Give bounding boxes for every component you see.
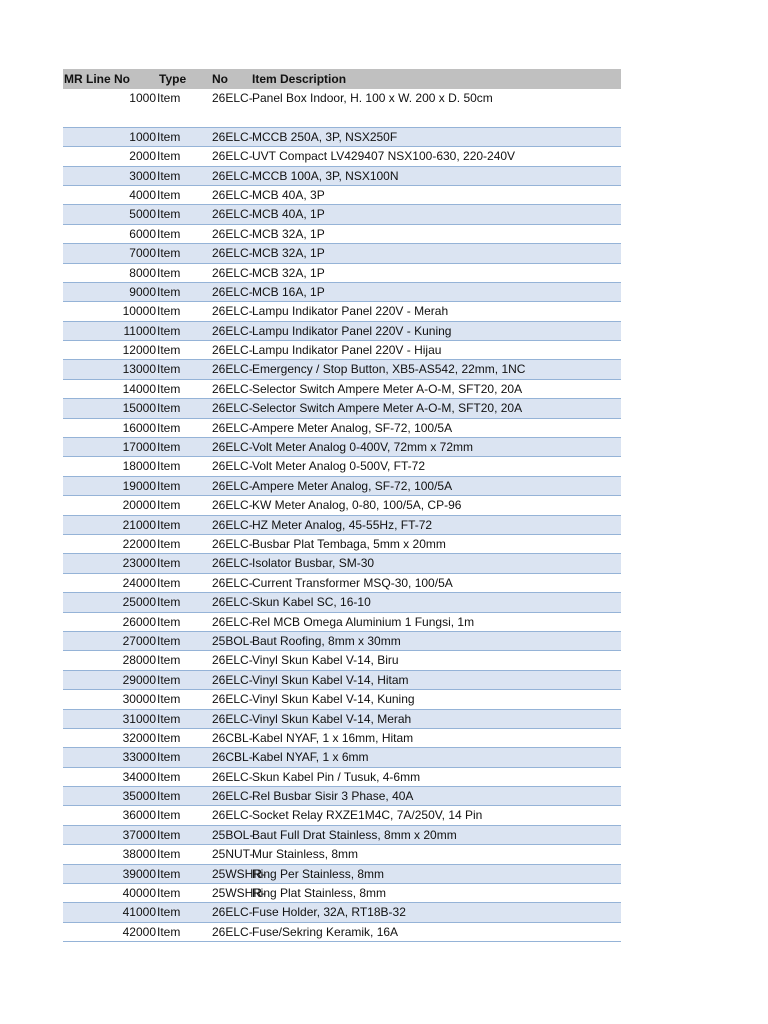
cell-type: Item: [157, 692, 181, 707]
cell-line-no: 36000: [122, 808, 156, 823]
cell-type: Item: [157, 711, 181, 726]
cell-type: Item: [157, 808, 181, 823]
table-row: [63, 264, 621, 283]
cell-line-no: 42000: [122, 924, 156, 939]
cell-no: 26ELC-: [212, 187, 253, 202]
cell-description: Current Transformer MSQ-30, 100/5A: [252, 575, 453, 590]
cell-description: Vinyl Skun Kabel V-14, Merah: [252, 711, 412, 726]
cell-line-no: 34000: [122, 769, 156, 784]
table-row: [63, 554, 621, 573]
header-item-description: Item Description: [252, 72, 347, 86]
table-row: [63, 729, 621, 748]
cell-line-no: 2000: [129, 149, 156, 164]
cell-description: Volt Meter Analog 0-500V, FT-72: [252, 459, 425, 474]
cell-type: Item: [157, 284, 181, 299]
cell-no: 26ELC-: [212, 653, 253, 668]
cell-line-no: 32000: [122, 730, 156, 745]
cell-no: 26CBL-: [212, 750, 253, 765]
cell-line-no: 35000: [122, 789, 156, 804]
cell-line-no: 40000: [122, 886, 156, 901]
cell-line-no: 17000: [122, 440, 156, 455]
header-type: Type: [159, 72, 187, 86]
cell-line-no: 11000: [123, 323, 156, 338]
cell-type: Item: [157, 750, 181, 765]
cell-type: Item: [157, 769, 181, 784]
cell-line-no: 12000: [122, 343, 156, 358]
cell-line-no: 8000: [129, 265, 156, 280]
table-row: [63, 710, 621, 729]
cell-no: 26ELC-: [212, 440, 253, 455]
cell-description: MCCB 250A, 3P, NSX250F: [252, 129, 398, 144]
cell-no: 26ELC-: [212, 556, 253, 571]
cell-type: Item: [157, 672, 181, 687]
cell-type: Item: [157, 575, 181, 590]
cell-line-no: 33000: [122, 750, 156, 765]
table-row: [63, 632, 621, 651]
table-row: [63, 651, 621, 670]
cell-line-no: 19000: [122, 478, 156, 493]
header-mr-line-no: MR Line No: [64, 72, 130, 86]
table-row: [63, 399, 621, 418]
cell-type: Item: [157, 149, 181, 164]
cell-no: 26CBL-: [212, 730, 253, 745]
cell-no: 25BOL-: [212, 633, 254, 648]
cell-description: MCB 32A, 1P: [252, 265, 325, 280]
cell-no: 26ELC-: [212, 226, 253, 241]
cell-type: Item: [157, 905, 181, 920]
cell-line-no: 37000: [122, 827, 156, 842]
table-row: [63, 826, 621, 845]
cell-description: Ampere Meter Analog, SF-72, 100/5A: [252, 478, 453, 493]
cell-line-no: 38000: [122, 847, 156, 862]
cell-description: Lampu Indikator Panel 220V - Hijau: [252, 343, 442, 358]
table-row: [63, 806, 621, 825]
cell-line-no: 4000: [129, 187, 156, 202]
header-no: No: [212, 72, 228, 86]
cell-no: 26ELC-: [212, 284, 253, 299]
cell-line-no: 21000: [122, 517, 156, 532]
table-row: [63, 923, 621, 942]
cell-no: 26ELC-: [212, 517, 253, 532]
table-row: [63, 302, 621, 321]
cell-type: Item: [157, 827, 181, 842]
cell-description: Kabel NYAF, 1 x 16mm, Hitam: [252, 730, 414, 745]
cell-line-no: 28000: [122, 653, 156, 668]
cell-no: 26ELC-: [212, 789, 253, 804]
cell-description: Vinyl Skun Kabel V-14, Biru: [252, 653, 399, 668]
cell-description: Fuse/Sekring Keramik, 16A: [252, 924, 399, 939]
cell-type: Item: [157, 847, 181, 862]
cell-no: 26ELC-: [212, 343, 253, 358]
table-row: [63, 205, 621, 224]
cell-description: Fuse Holder, 32A, RT18B-32: [252, 905, 406, 920]
cell-description: Socket Relay RXZE1M4C, 7A/250V, 14 Pin: [252, 808, 483, 823]
cell-type: Item: [157, 536, 181, 551]
table-row: [63, 477, 621, 496]
cell-description: Ring Plat Stainless, 8mm: [252, 886, 387, 901]
cell-description: Rel Busbar Sisir 3 Phase, 40A: [252, 789, 414, 804]
cell-type: Item: [157, 401, 181, 416]
cell-no: 26ELC-: [212, 924, 253, 939]
cell-line-no: 20000: [122, 498, 156, 513]
cell-no: 26ELC-: [212, 692, 253, 707]
cell-type: Item: [157, 478, 181, 493]
table-row: [63, 535, 621, 554]
cell-line-no: 1000: [129, 91, 156, 105]
cell-description: MCB 32A, 1P: [252, 226, 325, 241]
table-row: [63, 438, 621, 457]
table-row: [63, 225, 621, 244]
table-row: [63, 845, 621, 864]
cell-no: 26ELC-: [212, 498, 253, 513]
cell-line-no: 41000: [122, 905, 156, 920]
cell-line-no: 5000: [129, 207, 156, 222]
cell-no: 25BOL-: [212, 827, 254, 842]
cell-description: Busbar Plat Tembaga, 5mm x 20mm: [252, 536, 446, 551]
cell-no: 26ELC-: [212, 769, 253, 784]
cell-no: 26ELC-: [212, 207, 253, 222]
cell-line-no: 22000: [122, 536, 156, 551]
table-row: [63, 128, 621, 147]
cell-no: 26ELC-: [212, 478, 253, 493]
table-header-row: [63, 69, 621, 89]
table-row: [63, 574, 621, 593]
cell-description: Isolator Busbar, SM-30: [252, 556, 375, 571]
cell-description: MCB 40A, 3P: [252, 187, 325, 202]
table-row: [63, 690, 621, 709]
table-row: [63, 360, 621, 379]
cell-no: 26ELC-: [212, 401, 253, 416]
cell-no: 26ELC-: [212, 905, 253, 920]
cell-no: 26ELC-: [212, 323, 253, 338]
cell-type: Item: [157, 362, 181, 377]
table-row: [63, 593, 621, 612]
table-row: [63, 787, 621, 806]
cell-line-no: 15000: [122, 401, 156, 416]
cell-no: 26ELC-: [212, 149, 253, 164]
cell-type: Item: [157, 343, 181, 358]
cell-type: Item: [157, 440, 181, 455]
cell-no: 26ELC-: [212, 381, 253, 396]
table-row: [63, 341, 621, 360]
cell-description: Ampere Meter Analog, SF-72, 100/5A: [252, 420, 453, 435]
cell-no: 25WSHR-: [212, 886, 267, 901]
cell-description: Emergency / Stop Button, XB5-AS542, 22mm, 1NC: [252, 362, 526, 377]
table-row: [63, 884, 621, 903]
cell-description: Mur Stainless, 8mm: [252, 847, 359, 862]
cell-line-no: 39000: [122, 866, 156, 881]
cell-type: Item: [157, 866, 181, 881]
cell-no: 26ELC-: [212, 246, 253, 261]
cell-type: Item: [157, 459, 181, 474]
cell-type: Item: [157, 633, 181, 648]
cell-description: Volt Meter Analog 0-400V, 72mm x 72mm: [252, 440, 474, 455]
table-row: [63, 457, 621, 476]
cell-line-no: 23000: [122, 556, 156, 571]
table-row: [63, 283, 621, 302]
table-row: [63, 748, 621, 767]
cell-type: Item: [157, 886, 181, 901]
cell-line-no: 29000: [122, 672, 156, 687]
cell-type: Item: [157, 653, 181, 668]
cell-no: 26ELC-: [212, 808, 253, 823]
table-body: [63, 128, 621, 942]
table-row: [63, 613, 621, 632]
cell-description: Baut Roofing, 8mm x 30mm: [252, 633, 401, 648]
cell-type: Item: [157, 207, 181, 222]
cell-no: 26ELC-: [212, 91, 253, 105]
cell-no: 26ELC-: [212, 536, 253, 551]
cell-description: MCB 32A, 1P: [252, 246, 325, 261]
table-row-first: [63, 89, 621, 108]
cell-no: 26ELC-: [212, 168, 253, 183]
cell-type: Item: [157, 226, 181, 241]
table-row: [63, 903, 621, 922]
cell-type: Item: [157, 498, 181, 513]
cell-description: Skun Kabel SC, 16-10: [252, 595, 371, 610]
cell-line-no: 18000: [122, 459, 156, 474]
cell-type: Item: [157, 187, 181, 202]
cell-no: 26ELC-: [212, 265, 253, 280]
cell-description: Rel MCB Omega Aluminium 1 Fungsi, 1m: [252, 614, 475, 629]
cell-type: Item: [157, 323, 181, 338]
cell-line-no: 9000: [129, 284, 156, 299]
cell-no: 26ELC-: [212, 672, 253, 687]
cell-description: Ring Per Stainless, 8mm: [252, 866, 385, 881]
cell-no: 25NUT-: [212, 847, 254, 862]
cell-type: Item: [157, 556, 181, 571]
table-row: [63, 322, 621, 341]
table-row: [63, 671, 621, 690]
cell-no: 26ELC-: [212, 420, 253, 435]
cell-description: Selector Switch Ampere Meter A-O-M, SFT20, 20A: [252, 381, 523, 396]
cell-description: Panel Box Indoor, H. 100 x W. 200 x D. 50cm: [252, 91, 493, 105]
table-row: [63, 186, 621, 205]
cell-description: MCB 16A, 1P: [252, 284, 325, 299]
cell-type: Item: [157, 168, 181, 183]
table-row: [63, 147, 621, 166]
cell-type: Item: [157, 265, 181, 280]
cell-line-no: 13000: [122, 362, 156, 377]
cell-line-no: 26000: [122, 614, 156, 629]
table-row: [63, 865, 621, 884]
cell-description: Lampu Indikator Panel 220V - Kuning: [252, 323, 452, 338]
table-row: [63, 419, 621, 438]
cell-line-no: 1000: [129, 129, 156, 144]
cell-line-no: 24000: [122, 575, 156, 590]
cell-type: Item: [157, 730, 181, 745]
cell-line-no: 27000: [122, 633, 156, 648]
table-row: [63, 496, 621, 515]
cell-no: 26ELC-: [212, 711, 253, 726]
cell-line-no: 31000: [122, 711, 156, 726]
cell-description: MCCB 100A, 3P, NSX100N: [252, 168, 399, 183]
cell-no: 26ELC-: [212, 129, 253, 144]
cell-type: Item: [157, 304, 181, 319]
cell-line-no: 10000: [122, 304, 156, 319]
cell-type: Item: [157, 595, 181, 610]
cell-type: Item: [157, 246, 181, 261]
cell-type: Item: [157, 420, 181, 435]
cell-type: Item: [157, 91, 181, 105]
cell-description: Lampu Indikator Panel 220V - Merah: [252, 304, 449, 319]
cell-description: MCB 40A, 1P: [252, 207, 325, 222]
cell-line-no: 3000: [129, 168, 156, 183]
cell-description: Kabel NYAF, 1 x 6mm: [252, 750, 369, 765]
table-row: [63, 167, 621, 186]
table-row: [63, 516, 621, 535]
cell-description: UVT Compact LV429407 NSX100-630, 220-240V: [252, 149, 516, 164]
cell-no: 26ELC-: [212, 575, 253, 590]
cell-line-no: 14000: [122, 381, 156, 396]
cell-type: Item: [157, 129, 181, 144]
cell-description: Vinyl Skun Kabel V-14, Hitam: [252, 672, 409, 687]
cell-description: Selector Switch Ampere Meter A-O-M, SFT20, 20A: [252, 401, 523, 416]
cell-description: Vinyl Skun Kabel V-14, Kuning: [252, 692, 415, 707]
cell-line-no: 6000: [129, 226, 156, 241]
cell-no: 26ELC-: [212, 595, 253, 610]
cell-description: HZ Meter Analog, 45-55Hz, FT-72: [252, 517, 433, 532]
spreadsheet-table: [63, 69, 621, 942]
cell-no: 26ELC-: [212, 614, 253, 629]
cell-description: KW Meter Analog, 0-80, 100/5A, CP-96: [252, 498, 462, 513]
table-row: [63, 244, 621, 263]
cell-no: 26ELC-: [212, 362, 253, 377]
cell-type: Item: [157, 924, 181, 939]
cell-type: Item: [157, 517, 181, 532]
cell-type: Item: [157, 381, 181, 396]
table-row-blank: [63, 108, 621, 127]
cell-no: 26ELC-: [212, 459, 253, 474]
cell-description: Baut Full Drat Stainless, 8mm x 20mm: [252, 827, 457, 842]
cell-line-no: 30000: [122, 692, 156, 707]
cell-no: 26ELC-: [212, 304, 253, 319]
cell-type: Item: [157, 614, 181, 629]
cell-line-no: 16000: [122, 420, 156, 435]
cell-no: 25WSHR-: [212, 866, 267, 881]
cell-type: Item: [157, 789, 181, 804]
table-row: [63, 380, 621, 399]
cell-line-no: 7000: [129, 246, 156, 261]
cell-description: Skun Kabel Pin / Tusuk, 4-6mm: [252, 769, 421, 784]
table-row: [63, 768, 621, 787]
cell-line-no: 25000: [122, 595, 156, 610]
